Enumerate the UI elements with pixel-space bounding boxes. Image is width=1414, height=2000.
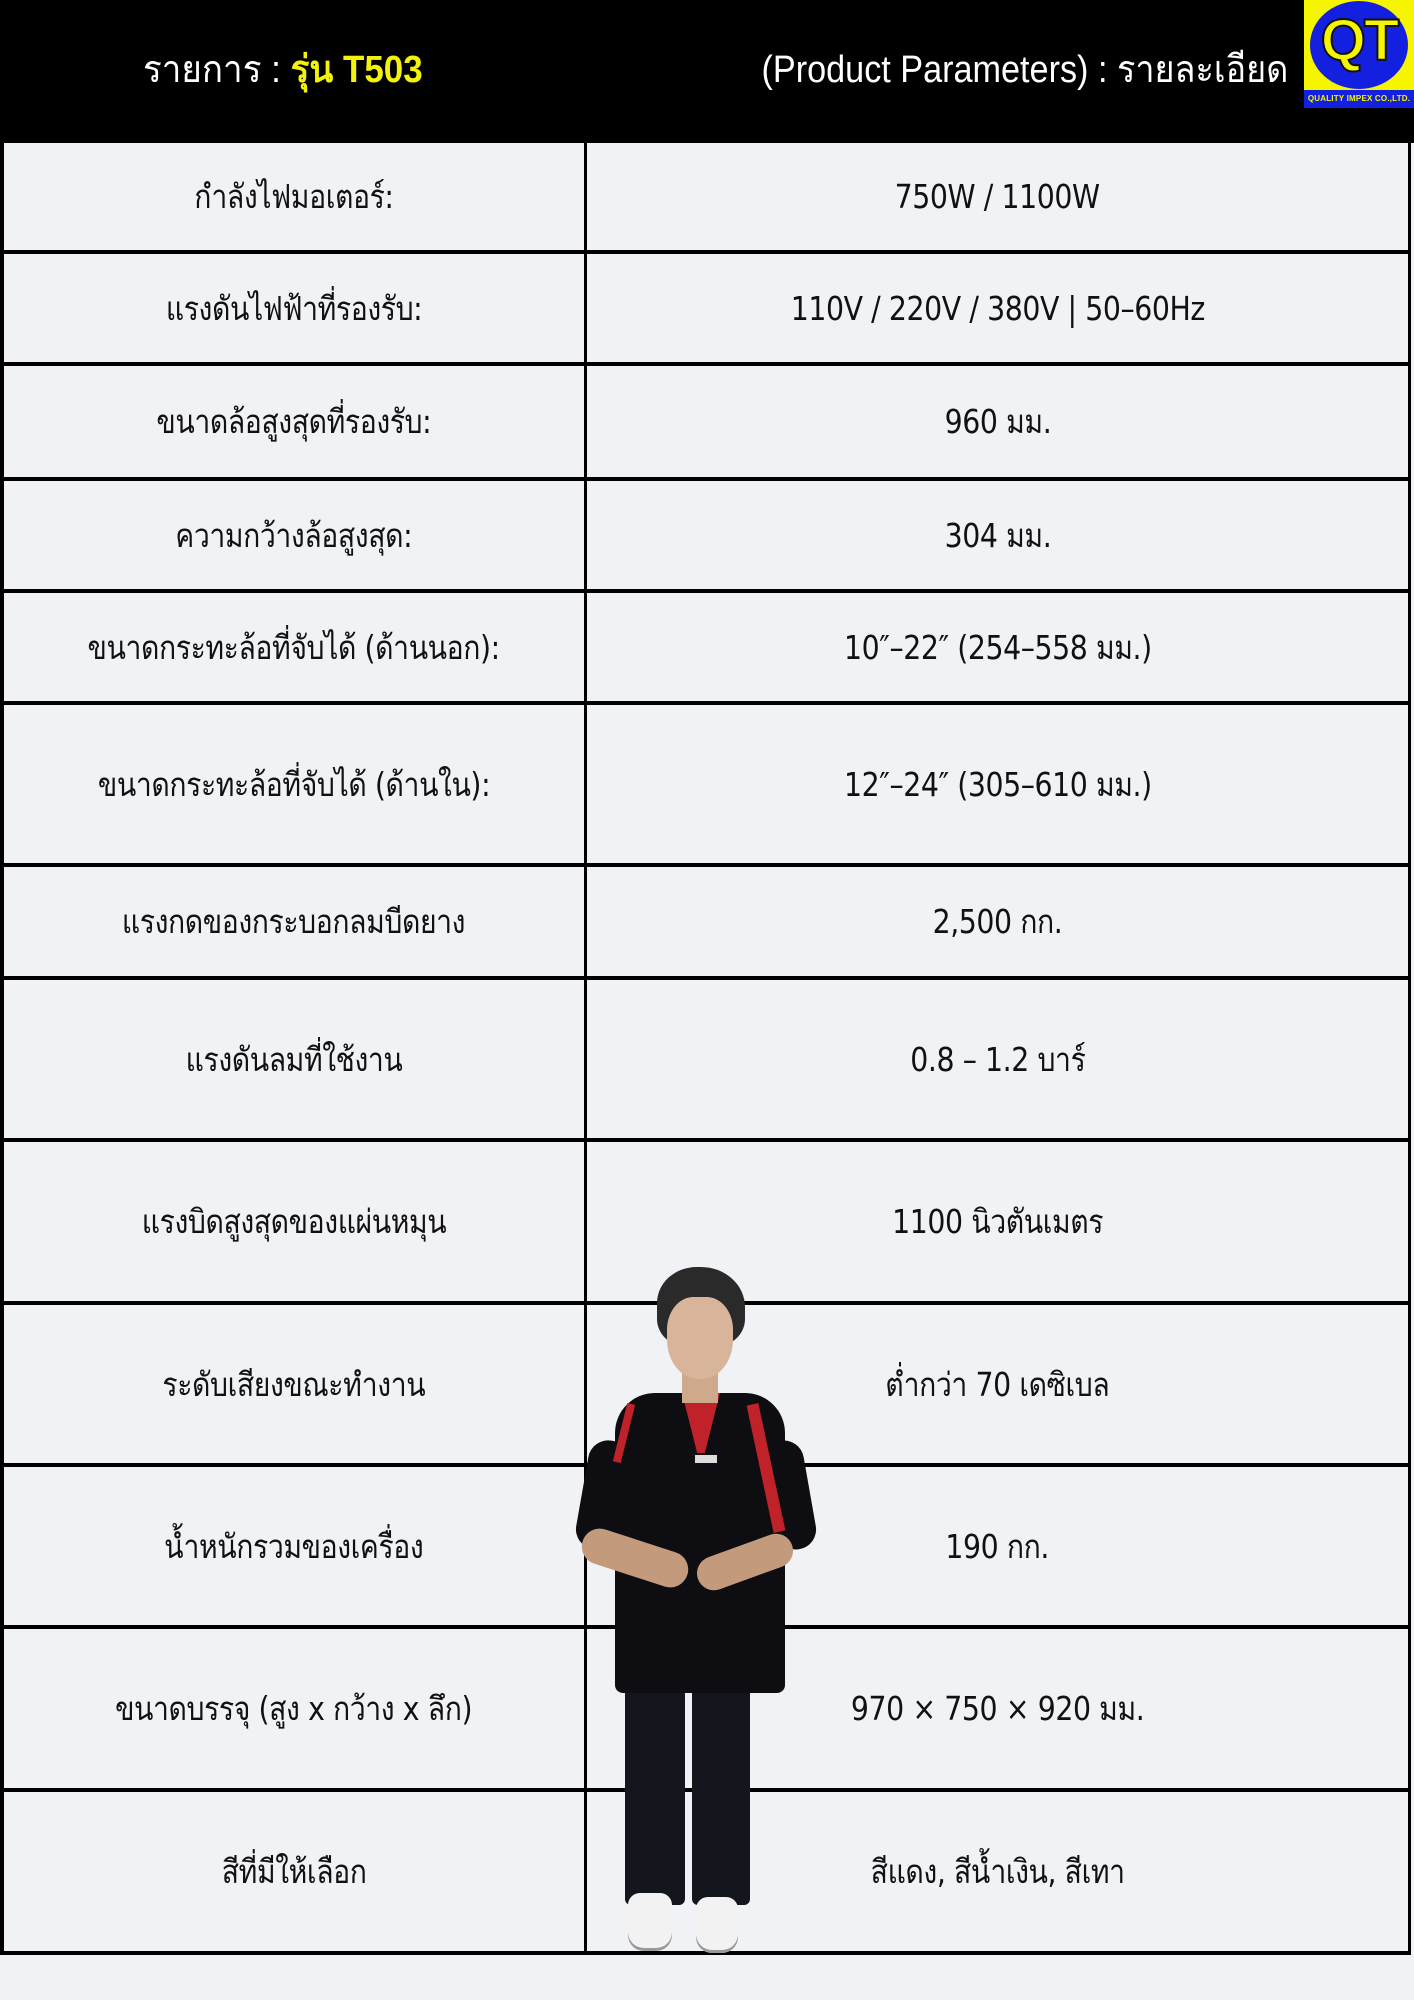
header-parameters-title: (Product Parameters) : รายละเอียด	[761, 49, 1288, 91]
spec-value-cell	[587, 366, 1408, 477]
spec-row	[4, 1629, 1408, 1792]
spec-label-cell	[4, 867, 587, 976]
spec-row	[4, 254, 1408, 366]
spec-row	[4, 1142, 1408, 1305]
spec-value: 750W / 1100W	[895, 177, 1100, 216]
spec-value: 10″–22″ (254–558 มม.)	[843, 627, 1152, 667]
spec-value: 190 กก.	[945, 1526, 1050, 1566]
spec-row	[4, 867, 1408, 980]
spec-value-cell	[587, 481, 1408, 589]
spec-value: 1100 นิวตันเมตร	[892, 1202, 1103, 1241]
spec-label: ขนาดกระทะล้อที่จับได้ (ด้านนอก):	[87, 627, 501, 667]
spec-row	[4, 143, 1408, 254]
spec-value-cell	[587, 1467, 1408, 1625]
spec-value-cell	[587, 1792, 1408, 1951]
spec-value-cell	[587, 867, 1408, 976]
spec-row	[4, 705, 1408, 867]
spec-label: ขนาดกระทะล้อที่จับได้ (ด้านใน):	[97, 764, 491, 804]
spec-value: 2,500 กก.	[932, 902, 1063, 941]
spec-value: ต่ำกว่า 70 เดซิเบล	[885, 1364, 1110, 1404]
spec-label-cell	[4, 980, 587, 1138]
spec-value-cell	[587, 143, 1408, 250]
company-logo	[1304, 0, 1414, 108]
spec-label: น้ำหนักรวมของเครื่อง	[164, 1526, 424, 1566]
spec-value-cell	[587, 254, 1408, 362]
spec-value-cell	[587, 1629, 1408, 1788]
spec-label-cell	[4, 1142, 587, 1301]
spec-label: แรงกดของกระบอกลมบีดยาง	[122, 902, 466, 941]
spec-value: 970 × 750 × 920 มม.	[850, 1689, 1145, 1728]
spec-label: สีที่มีให้เลือก	[221, 1852, 367, 1891]
spec-label-cell	[4, 366, 587, 477]
spec-label: แรงบิดสูงสุดของแผ่นหมุน	[141, 1202, 447, 1241]
spec-label: ขนาดบรรจุ (สูง x กว้าง x ลึก)	[115, 1689, 473, 1728]
spec-label: แรงดันไฟฟ้าที่รองรับ:	[165, 288, 423, 328]
spec-label-cell	[4, 1305, 587, 1463]
logo-text: QT	[1320, 8, 1398, 73]
spec-row	[4, 481, 1408, 593]
page-header	[0, 0, 1414, 143]
spec-table	[0, 143, 1411, 1955]
spec-value: 304 มม.	[944, 515, 1051, 555]
spec-value-cell	[587, 705, 1408, 863]
spec-row	[4, 1792, 1408, 1955]
spec-value-cell	[587, 593, 1408, 701]
spec-value-cell	[587, 980, 1408, 1138]
model-name: รุ่น T503	[290, 49, 423, 91]
spec-row	[4, 1305, 1408, 1467]
spec-value: สีแดง, สีน้ำเงิน, สีเทา	[870, 1852, 1125, 1891]
spec-row	[4, 1467, 1408, 1629]
spec-label-cell	[4, 254, 587, 362]
header-item-title	[143, 42, 423, 98]
spec-label: ความกว้างล้อสูงสุด:	[175, 515, 413, 555]
spec-label: ระดับเสียงขณะทำงาน	[162, 1364, 426, 1404]
spec-label-cell	[4, 481, 587, 589]
spec-value: 110V / 220V / 380V | 50–60Hz	[790, 288, 1205, 328]
spec-value-cell	[587, 1142, 1408, 1301]
spec-value-cell	[587, 1305, 1408, 1463]
logo-company-name: QUALITY IMPEX CO.,LTD.	[1304, 90, 1414, 108]
spec-row	[4, 980, 1408, 1142]
spec-label-cell	[4, 1629, 587, 1788]
spec-value: 0.8 – 1.2 บาร์	[909, 1039, 1086, 1079]
spec-value: 960 มม.	[944, 402, 1051, 441]
spec-label: แรงดันลมที่ใช้งาน	[185, 1039, 403, 1079]
spec-row	[4, 593, 1408, 705]
spec-label: กำลังไฟมอเตอร์:	[194, 177, 394, 216]
spec-label-cell	[4, 593, 587, 701]
spec-label-cell	[4, 1467, 587, 1625]
spec-label: ขนาดล้อสูงสุดที่รองรับ:	[156, 402, 432, 441]
spec-label-cell	[4, 143, 587, 250]
spec-label-cell	[4, 1792, 587, 1951]
item-label: รายการ :	[143, 49, 291, 91]
spec-row	[4, 366, 1408, 481]
spec-label-cell	[4, 705, 587, 863]
spec-value: 12″–24″ (305–610 มม.)	[843, 764, 1152, 804]
